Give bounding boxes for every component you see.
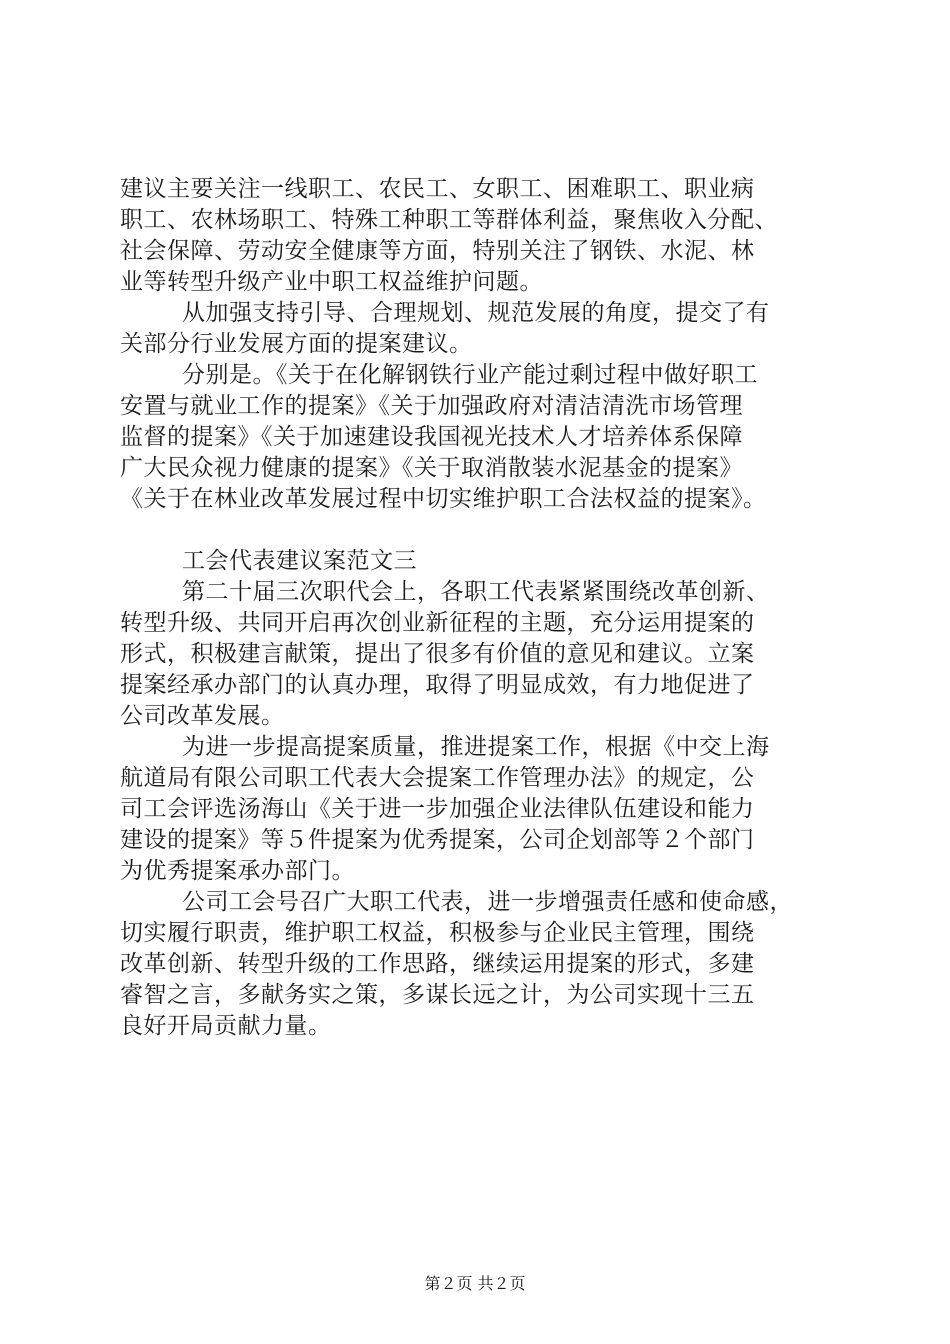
text-line: 司工会评选汤海山《关于进一步加强企业法律队伍建设和能力: [120, 796, 755, 822]
text-line: 航道局有限公司职工代表大会提案工作管理办法》的规定，公: [120, 765, 755, 791]
text-line: 《关于在林业改革发展过程中切实维护职工合法权益的提案》。: [120, 486, 767, 512]
document-body: [120, 174, 840, 1042]
text-line: 业等转型升级产业中职工权益维护问题。: [120, 269, 543, 295]
text-line: 睿智之言，多献务实之策，多谋长远之计，为公司实现十三五: [120, 982, 755, 1008]
text-line: 安置与就业工作的提案》《关于加强政府对清洁清洗市场管理: [120, 393, 743, 419]
text-line: 关部分行业发展方面的提案建议。: [120, 331, 473, 357]
page-number: 第２页 共２页: [424, 1274, 526, 1293]
text-line: 监督的提案》《关于加速建设我国视光技术人才培养体系保障: [120, 424, 743, 450]
text-line: 为优秀提案承办部门。: [120, 858, 355, 884]
paragraph-gap: [120, 515, 840, 546]
text-line: 良好开局贡献力量。: [120, 1013, 332, 1039]
text-line: 从加强支持引导、合理规划、规范发展的角度，提交了有: [182, 300, 770, 326]
text-line: 公司工会号召广大职工代表，进一步增强责任感和使命感，: [182, 889, 793, 915]
text-line: 建设的提案》等５件提案为优秀提案，公司企划部等２个部门: [120, 827, 755, 853]
text-line: 改革创新、转型升级的工作思路，继续运用提案的形式，多建: [120, 951, 755, 977]
text-line: 建议主要关注一线职工、农民工、女职工、困难职工、职业病: [120, 176, 755, 202]
text-line: 转型升级、共同开启再次创业新征程的主题，充分运用提案的: [120, 610, 755, 636]
text-line: 第二十届三次职代会上，各职工代表紧紧围绕改革创新、: [182, 579, 770, 605]
text-line: 分别是。《关于在化解钢铁行业产能过剩过程中做好职工: [182, 362, 758, 388]
text-line: 为进一步提高提案质量，推进提案工作，根据《中交上海: [182, 734, 770, 760]
text-line: 提案经承办部门的认真办理，取得了明显成效，有力地促进了: [120, 672, 755, 698]
text-line: 社会保障、劳动安全健康等方面，特别关注了钢铁、水泥、林: [120, 238, 755, 264]
text-line: 公司改革发展。: [120, 703, 285, 729]
text-line: 切实履行职责，维护职工权益，积极参与企业民主管理，围绕: [120, 920, 755, 946]
text-line: 职工、农林场职工、特殊工种职工等群体利益，聚焦收入分配、: [120, 207, 778, 233]
section-heading: 工会代表建议案范文三: [182, 548, 417, 574]
text-line: 形式，积极建言献策，提出了很多有价值的意见和建议。立案: [120, 641, 755, 667]
text-line: 广大民众视力健康的提案》《关于取消散装水泥基金的提案》: [120, 455, 743, 481]
